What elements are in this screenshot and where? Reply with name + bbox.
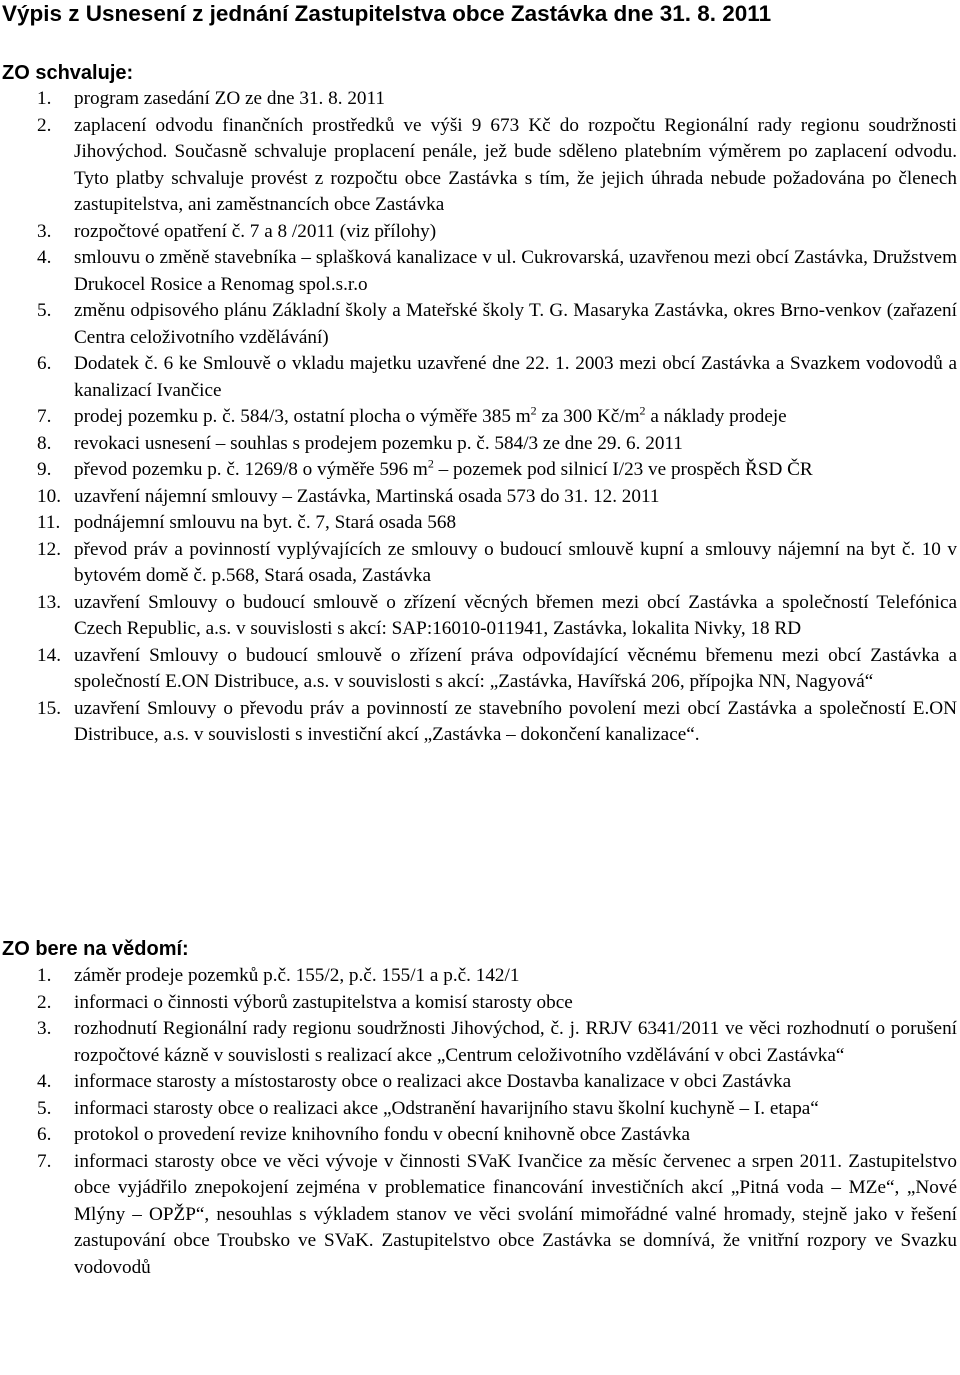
list-item: 7. informaci starosty obce ve věci vývoje v činnosti SVaK Ivančice za měsíc červenec a srpen 2011. Zastupitelstvo obce vyjádřilo znepokojení zejména v problematice financování investičních akcí „Pitná voda – MZe“, „Nové Mlýny – OPŽP“, nesouhlas s výkladem stanov ve věci svolání mimořádné valné hromady, stejně jako v řešení zastupování obce Troubsko ve SVaK. Zastupitelstvo obce Zastávka se domnívá, že vnitřní rozpory ve Svazku vodovodů bbox=[37, 1150, 957, 1278]
list-item: 8. revokaci usnesení – souhlas s prodejem pozemku p. č. 584/3 ze dne 29. 6. 2011 bbox=[37, 432, 683, 454]
list-item: 9. převod pozemku p. č. 1269/8 o výměře 596 $m^2$ – pozemek pod silnicí I/23 ve prospěch ŘSD ČR bbox=[37, 456, 813, 480]
list-item: 13. uzavření Smlouvy o budoucí smlouvě o zřízení věcných břemen mezi obcí Zastávka a společností Telefónica Czech Republic, a.s. v souvislosti s akcí: SAP:16010-011941, Zastávka, lokalita Nivky, 18 RD bbox=[37, 591, 957, 639]
section-heading-bere-na-vedomi: ZO bere na vědomí: bbox=[2, 938, 189, 960]
list-item: 4. smlouvu o změně stavebníka – splašková kanalizace v ul. Cukrovarská, uzavřenou mezi obcí Zastávka, Družstvem Drukocel Rosice a Renomag spol.s.r.o bbox=[37, 247, 957, 295]
document-title: Výpis z Usnesení z jednání Zastupitelstva obce Zastávka dne 31. 8. 2011 bbox=[2, 1, 772, 26]
list-item: 6. Dodatek č. 6 ke Smlouvě o vkladu majetku uzavřené dne 22. 1. 2003 mezi obcí Zastávka a Svazkem vodovodů a kanalizací Ivančice bbox=[37, 353, 957, 401]
list-item: 10. uzavření nájemní smlouvy – Zastávka, Martinská osada 573 do 31. 12. 2011 bbox=[37, 485, 660, 507]
list-item: 2. zaplacení odvodu finančních prostředků ve výši 9 673 Kč do rozpočtu Regionální rady regionu soudržnosti Jihovýchod. Současně schvaluje proplacení penále, jež bude sděleno platebním výměrem po zaplacení odvodu. Tyto platby schvaluje provést z rozpočtu obce Zastávka s tím, že jejich úhrada nebude požadována po členech zastupitelstva, ani zaměstnancích obce Zastávka bbox=[37, 114, 957, 215]
bere-na-vedomi-list bbox=[37, 963, 957, 1281]
list-item: 5. informaci starosty obce o realizaci akce „Odstranění havarijního stavu školní kuchyně – I. etapa“ bbox=[37, 1097, 819, 1119]
list-item: 14. uzavření Smlouvy o budoucí smlouvě o zřízení práva odpovídající věcnému břemenu mezi obcí Zastávka a společností E.ON Distribuce, a.s. v souvislosti s akcí: „Zastávka, Havířská 206, přípojka NN, Nagyová“ bbox=[37, 644, 957, 692]
list-item: 12. převod práv a povinností vyplývajících ze smlouvy o budoucí smlouvě kupní a smlouvy nájemní na byt č. 10 v bytovém domě č. p.568, Stará osada, Zastávka bbox=[37, 538, 957, 586]
list-item: 3. rozhodnutí Regionální rady regionu soudržnosti Jihovýchod, č. j. RRJV 6341/2011 ve věci rozhodnutí o porušení rozpočtové kázně v souvislosti s realizací akce „Centrum celoživotního vzdělávání v obci Zastávka“ bbox=[37, 1018, 957, 1066]
list-item: 1. program zasedání ZO ze dne 31. 8. 2011 bbox=[37, 88, 385, 109]
list-item: 11. podnájemní smlouvu na byt. č. 7, Stará osada 568 bbox=[37, 512, 457, 533]
list-item: 7. prodej pozemku p. č. 584/3, ostatní plocha o výměře 385 $m^2$ za 300 $Kč/m^2$ a náklady prodeje bbox=[37, 403, 787, 427]
list-item: 6. protokol o provedení revize knihovního fondu v obecní knihovně obce Zastávka bbox=[37, 1124, 690, 1145]
list-item: 15. uzavření Smlouvy o převodu práv a povinností ze stavebního povolení mezi obcí Zastávka a společností E.ON Distribuce, a.s. v souvislosti s investiční akcí „Zastávka – dokončení kanalizace“. bbox=[37, 697, 957, 745]
list-item: 1. záměr prodeje pozemků p.č. 155/2, p.č. 155/1 a p.č. 142/1 bbox=[37, 965, 520, 986]
list-item: 3. rozpočtové opatření č. 7 a 8 /2011 (viz přílohy) bbox=[37, 220, 437, 242]
list-item: 4. informace starosty a místostarosty obce o realizaci akce Dostavba kanalizace v obci Zastávka bbox=[37, 1071, 792, 1092]
section-heading-schvaluje: ZO schvaluje: bbox=[2, 62, 134, 84]
list-item: 2. informaci o činnosti výborů zastupitelstva a komisí starosty obce bbox=[37, 991, 573, 1013]
list-item: 5. změnu odpisového plánu Základní školy a Mateřské školy T. G. Masaryka Zastávka, okres Brno-venkov (zařazení Centra celoživotního vzdělávání) bbox=[37, 300, 957, 348]
schvaluje-list bbox=[37, 86, 957, 749]
